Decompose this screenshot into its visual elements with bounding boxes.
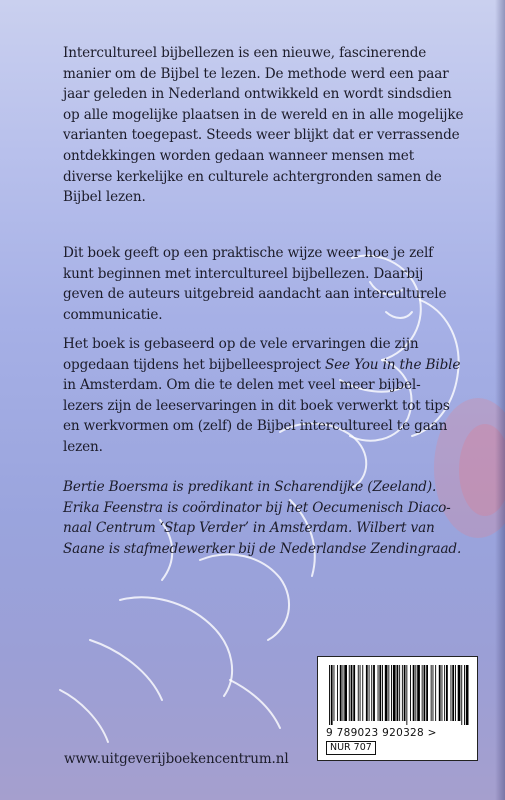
barcode-bar (360, 665, 361, 721)
barcode-bar (362, 665, 363, 721)
barcode-bar (385, 665, 388, 721)
barcode-bar (369, 665, 370, 721)
isbn-number: 9 789023 920328 > (326, 727, 437, 739)
barcode-bar (366, 665, 368, 721)
barcode-bar (382, 665, 383, 721)
barcode-bar (388, 665, 389, 721)
spine-shadow (495, 0, 505, 800)
barcode-bar (455, 665, 456, 721)
barcode-bar (379, 665, 381, 721)
barcode-bar (337, 665, 338, 721)
barcode-image (327, 665, 470, 725)
barcode-bar (343, 665, 344, 721)
barcode-bar (371, 665, 372, 721)
barcode-bar (422, 665, 423, 721)
barcode-bar (426, 665, 428, 721)
barcode-bar (452, 665, 454, 721)
barcode-bar (331, 665, 333, 725)
barcode-bar (351, 665, 353, 721)
publisher-website[interactable]: www.uitgeverijboekencentrum.nl (64, 751, 289, 767)
authors-text: Bertie Boersma is predikant in Scharendijke (Zeeland). Erika Feenstra is coördinator bij het Oecumenisch Diaco- naal Centrum ‘Stap Verder’ in Amsterdam. Wilbert van Saane is stafmedewerker bij de Nederlandse Zendingraad. (63, 479, 462, 557)
intro-paragraph (63, 43, 473, 208)
barcode-bar (358, 665, 359, 721)
barcode-bar (431, 665, 432, 721)
barcode-bar (461, 665, 462, 725)
barcode-bar (466, 665, 469, 725)
barcode-bar (378, 665, 379, 721)
barcode-bar (451, 665, 452, 721)
project-text (63, 334, 473, 458)
project-title: See You in the Bible (325, 356, 461, 373)
barcode-bar (444, 665, 445, 721)
barcode-bar (424, 665, 426, 721)
barcode-bar (391, 665, 392, 721)
barcode-bar (442, 665, 443, 721)
barcode-bar (439, 665, 441, 721)
authors-paragraph (63, 477, 473, 559)
practical-text: Dit boek geeft op een praktische wijze weer hoe je zelf kunt beginnen met intercultureel bijbellezen. Daarbij geven de auteurs uitgebreid aandacht aan interculturele communicatie. (63, 245, 447, 323)
barcode-panel (317, 656, 478, 761)
barcode-bar (397, 665, 399, 721)
barcode-bar (458, 665, 461, 721)
project-text-after: in Amsterdam. Om die te delen met veel meer bijbel- lezers zijn de leeservaringen in dit boek verwerkt tot tips en werkvormen om (zelf) de Bijbel intercultureel te gaan lezen. (63, 377, 450, 455)
barcode-bar (417, 665, 420, 721)
project-text-before: Het boek is gebaseerd op de vele ervaringen die zijn opgedaan tijdens het bijbelleesproject (63, 336, 419, 373)
barcode-bar (435, 665, 436, 721)
nur-code: NUR 707 (326, 741, 376, 755)
barcode-bar (413, 665, 415, 721)
barcode-bar (349, 665, 350, 721)
barcode-bar (399, 665, 400, 721)
barcode-bar (353, 665, 355, 721)
practical-paragraph (63, 243, 473, 325)
barcode-bar (340, 665, 342, 721)
barcode-bar (433, 665, 434, 721)
intro-text: Intercultureel bijbellezen is een nieuwe, fascinerende manier om de Bijbel te lezen. De methode werd een paar jaar geleden in Nederland ontwikkeld en wordt sindsdien op alle mogelijke plaatsen in de wereld en in alle mogelijke varianten toegepast. Steeds weer blijkt dat er verrassende ontdekkingen worden gedaan wanneer mensen met diverse kerkelijke en culturele achtergronden samen de Bijbel lezen. (63, 45, 464, 206)
project-paragraph (63, 334, 473, 458)
barcode-bar (406, 665, 407, 725)
barcode-bar (464, 665, 465, 725)
barcode-bar (415, 665, 416, 721)
barcode-bar (329, 665, 330, 725)
barcode-bar (393, 665, 396, 721)
barcode-bar (402, 665, 403, 721)
barcode-bar (446, 665, 448, 721)
barcode-bar (334, 665, 335, 721)
barcode-bar (344, 665, 347, 721)
barcode-bar (404, 665, 406, 721)
barcode-bar (410, 665, 411, 721)
barcode-bar (373, 665, 375, 721)
